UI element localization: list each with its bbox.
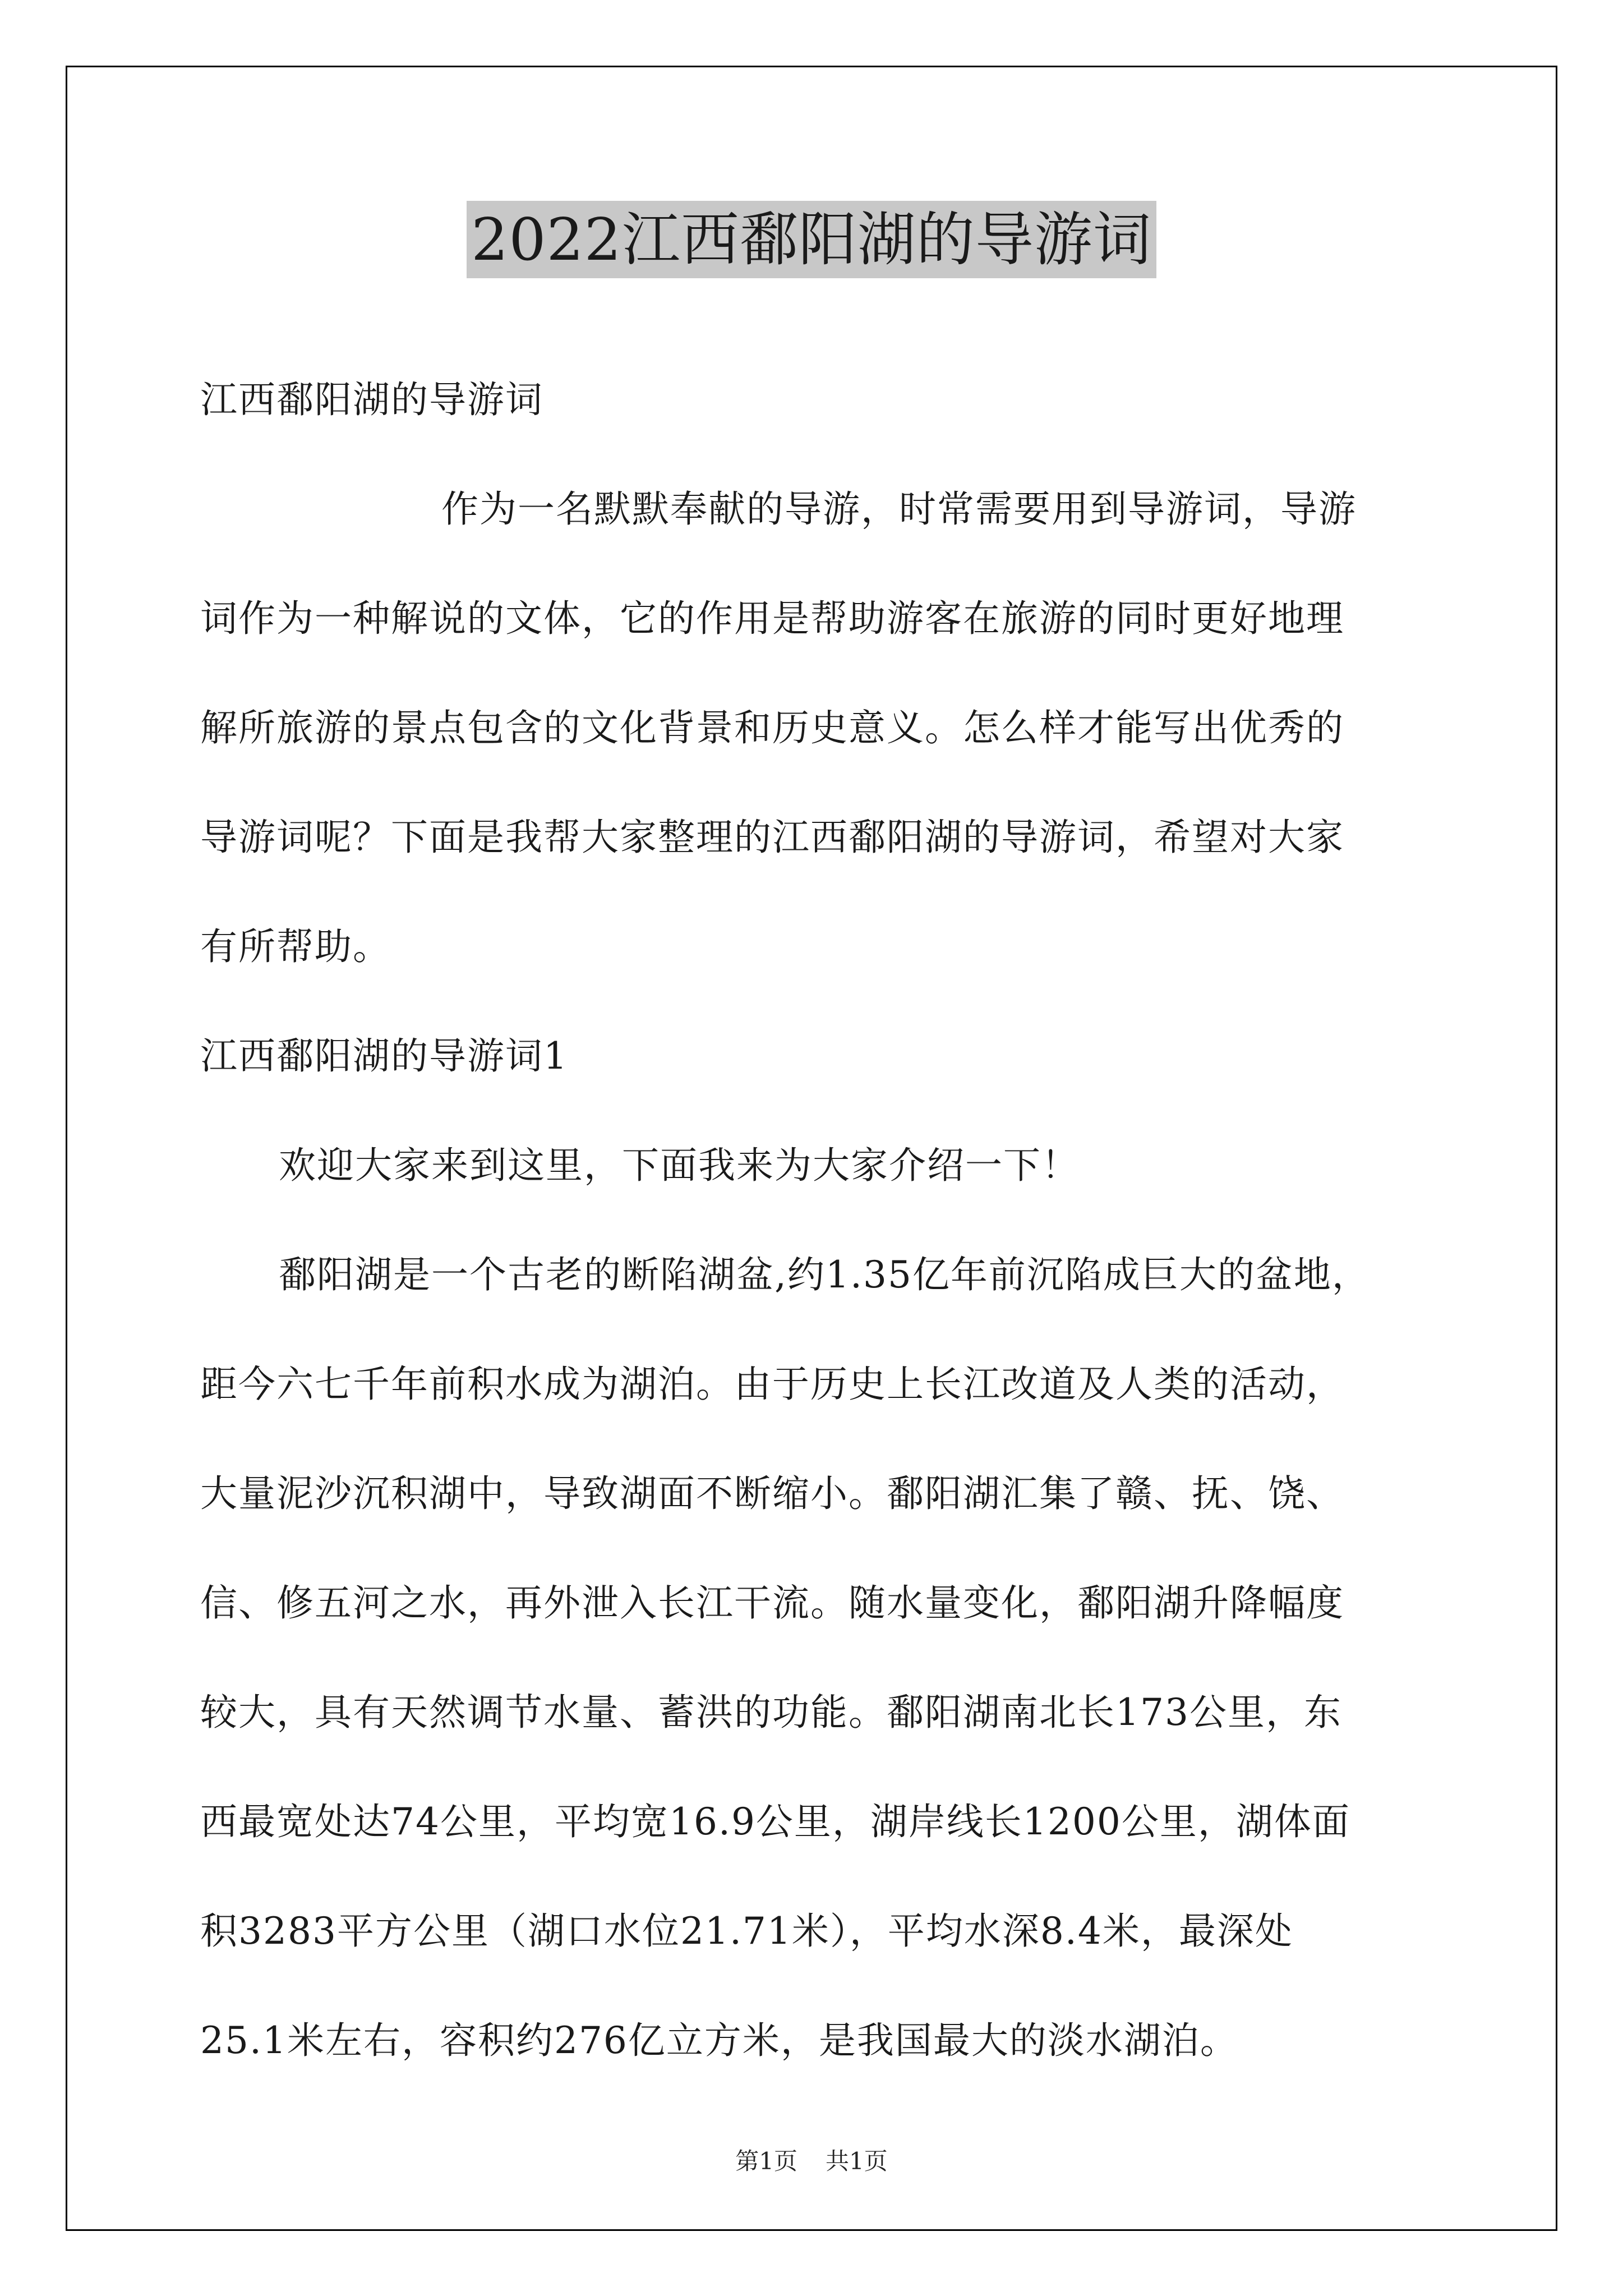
section-heading: 江西鄱阳湖的导游词1: [200, 1034, 568, 1078]
subtitle-line: 江西鄱阳湖的导游词: [200, 378, 543, 421]
body-line: 距今六七千年前积水成为湖泊。由于历史上长江改道及人类的活动，: [200, 1363, 1344, 1406]
body-line: 大量泥沙沉积湖中，导致湖面不断缩小。鄱阳湖汇集了赣、抚、饶、: [200, 1472, 1344, 1515]
intro-line: 有所帮助。: [200, 925, 391, 968]
intro-line: 解所旅游的景点包含的文化背景和历史意义。怎么样才能写出优秀的: [200, 706, 1344, 749]
document-title: 2022江西鄱阳湖的导游词: [467, 201, 1156, 278]
body-line: 积3283平方公里（湖口水位21.71米），平均水深8.4米，最深处: [200, 1910, 1293, 1953]
document-body: [200, 345, 1434, 2095]
title-container: [0, 201, 1623, 278]
body-line: 信、修五河之水，再外泄入长江干流。随水量变化，鄱阳湖升降幅度: [200, 1581, 1344, 1625]
body-line: 鄱阳湖是一个古老的断陷湖盆,约1.35亿年前沉陷成巨大的盆地，: [279, 1253, 1370, 1296]
page-footer: [0, 2143, 1623, 2177]
page-total: 共1页: [826, 2147, 888, 2175]
body-line: 较大，具有天然调节水量、蓄洪的功能。鄱阳湖南北长173公里，东: [200, 1691, 1342, 1734]
body-line: 25.1米左右，容积约276亿立方米，是我国最大的淡水湖泊。: [200, 2019, 1238, 2062]
intro-line: 导游词呢？下面是我帮大家整理的江西鄱阳湖的导游词，希望对大家: [200, 816, 1344, 859]
body-line: 西最宽处达74公里，平均宽16.9公里，湖岸线长1200公里，湖体面: [200, 1800, 1350, 1843]
intro-line: 词作为一种解说的文体，它的作用是帮助游客在旅游的同时更好地理: [200, 597, 1344, 640]
intro-line: 作为一名默默奉献的导游，时常需要用到导游词，导游: [441, 487, 1357, 531]
page-number: 第1页: [735, 2147, 797, 2175]
welcome-line: 欢迎大家来到这里，下面我来为大家介绍一下！: [279, 1144, 1080, 1187]
